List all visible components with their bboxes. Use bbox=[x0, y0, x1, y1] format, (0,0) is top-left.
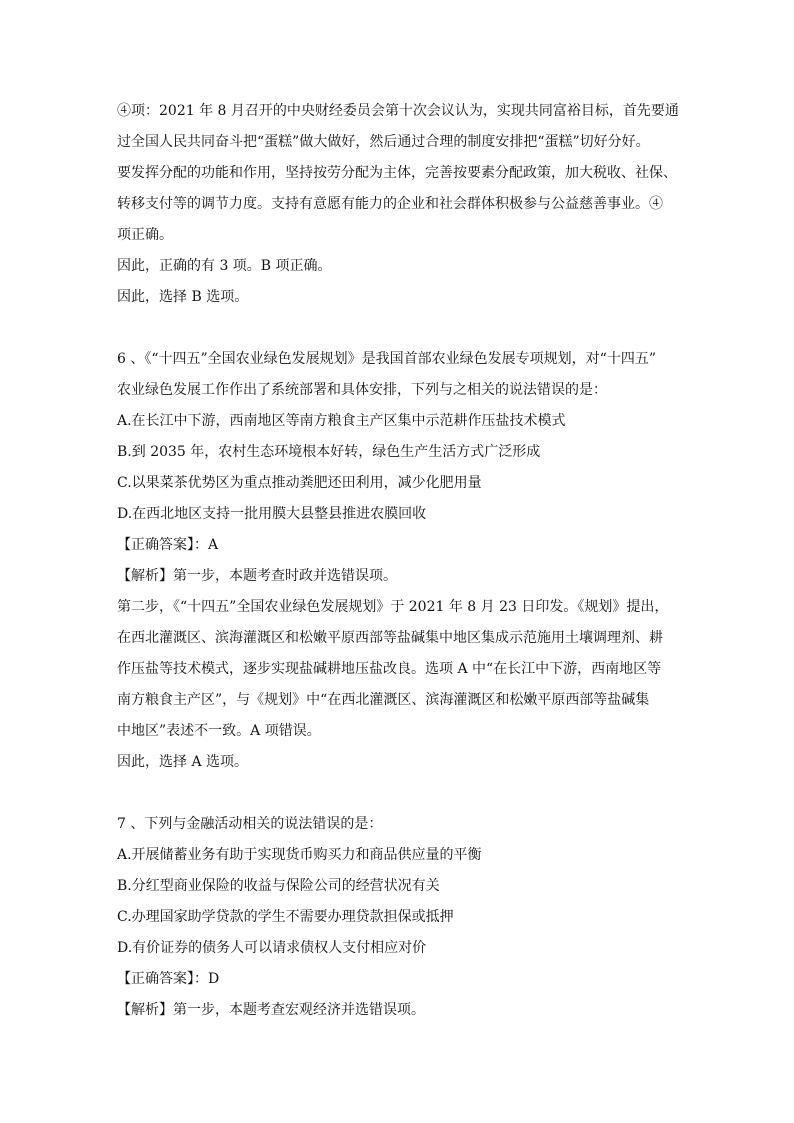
analysis-line: 作压盐等技术模式，逐步实现盐碱耕地压盐改良。选项 A 中“在长江中下游，西南地区等 bbox=[117, 661, 662, 677]
analysis-line: 在西北灌溉区、滨海灌溉区和松嫩平原西部等盐碱集中地区集成示范施用土壤调理剂、耕 bbox=[117, 630, 663, 646]
option-b: B.到 2035 年，农村生态环境根本好转，绿色生产生活方式广泛形成 bbox=[117, 444, 541, 460]
text-line: 因此，选择 B 选项。 bbox=[117, 289, 249, 305]
correct-answer: 【正确答案】：D bbox=[117, 971, 220, 987]
option-d: D.在西北地区支持一批用膜大县整县推进农膜回收 bbox=[117, 506, 427, 522]
text-line: 过全国人民共同奋斗把“蛋糕”做大做好，然后通过合理的制度安排把“蛋糕”切好分好。 bbox=[117, 134, 650, 150]
text-line: 项正确。 bbox=[117, 227, 173, 243]
question-stem: 6 、《“十四五”全国农业绿色发展规划》是我国首部农业绿色发展专项规划，对“十四五” bbox=[117, 351, 656, 367]
text-line: ④项：2021 年 8 月召开的中央财经委员会第十次会议认为，实现共同富裕目标，首先要通 bbox=[117, 103, 679, 119]
paragraph-gap bbox=[117, 778, 687, 809]
question-stem: 农业绿色发展工作作出了系统部署和具体安排，下列与之相关的说法错误的是： bbox=[117, 382, 607, 398]
option-c: C.以果菜茶优势区为重点推动粪肥还田利用，减少化肥用量 bbox=[117, 475, 482, 491]
analysis-line: 中地区”表述不一致。A 项错误。 bbox=[117, 723, 321, 739]
option-b: B.分红型商业保险的收益与保险公司的经营状况有关 bbox=[117, 878, 440, 894]
analysis-line: 【解析】第一步，本题考查宏观经济并选错误项。 bbox=[117, 1002, 425, 1018]
conclusion-line: 因此，选择 A 选项。 bbox=[117, 754, 249, 770]
option-a: A.在长江中下游，西南地区等南方粮食主产区集中示范耕作压盐技术模式 bbox=[117, 413, 566, 429]
analysis-line: 第二步，《“十四五”全国农业绿色发展规划》于 2021 年 8 月 23 日印发。《规划》提出， bbox=[117, 599, 669, 615]
paragraph-gap bbox=[117, 313, 687, 344]
question-stem: 7 、下列与金融活动相关的说法错误的是： bbox=[117, 816, 383, 832]
option-c: C.办理国家助学贷款的学生不需要办理贷款担保或抵押 bbox=[117, 909, 454, 925]
option-a: A.开展储蓄业务有助于实现货币购买力和商品供应量的平衡 bbox=[117, 847, 482, 863]
text-line: 转移支付等的调节力度。支持有意愿有能力的企业和社会群体积极参与公益慈善事业。④ bbox=[117, 196, 663, 212]
analysis-line: 【解析】第一步，本题考查时政并选错误项。 bbox=[117, 568, 397, 584]
text-line: 因此，正确的有 3 项。B 项正确。 bbox=[117, 258, 332, 274]
text-line: 要发挥分配的功能和作用，坚持按劳分配为主体，完善按要素分配政策，加大税收、社保、 bbox=[117, 165, 677, 181]
document-page bbox=[117, 96, 687, 1026]
option-d: D.有价证券的债务人可以请求债权人支付相应对价 bbox=[117, 940, 427, 956]
analysis-line: 南方粮食主产区”，与《规划》中“在西北灌溉区、滨海灌溉区和松嫩平原西部等盐碱集 bbox=[117, 692, 650, 708]
correct-answer: 【正确答案】：A bbox=[117, 537, 219, 553]
